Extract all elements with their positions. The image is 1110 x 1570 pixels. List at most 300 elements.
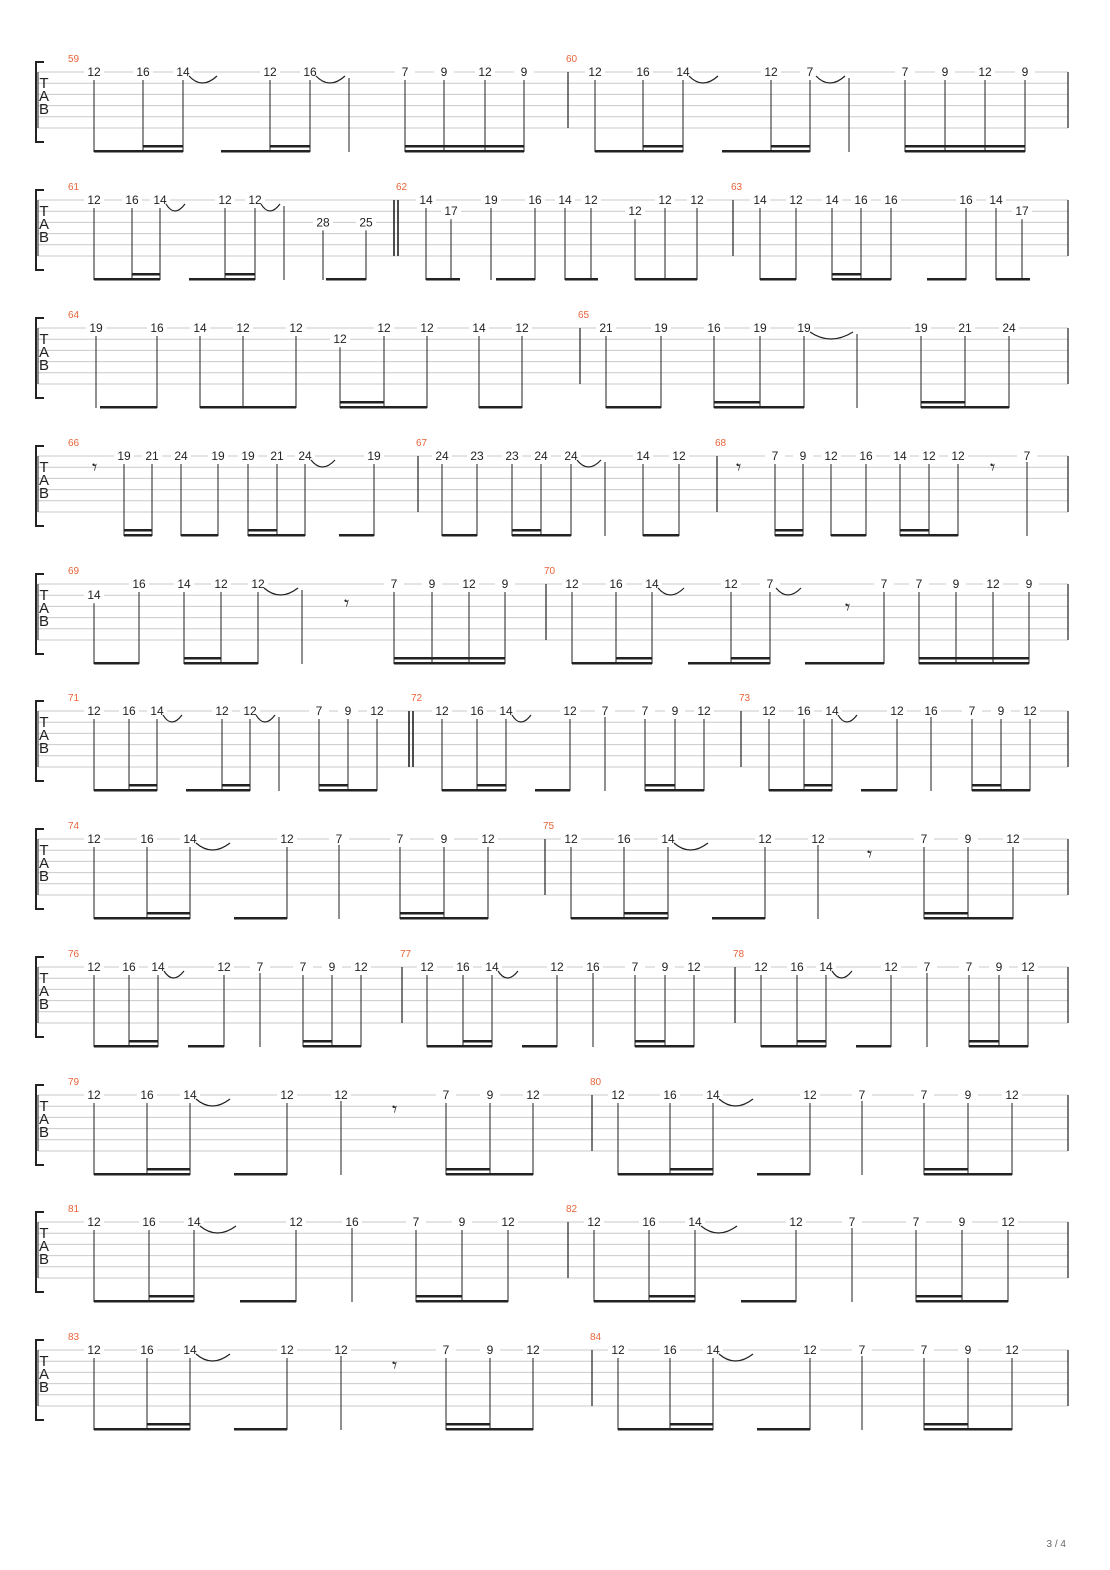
fret-number: 14 (558, 193, 572, 207)
fret-number: 7 (335, 832, 343, 846)
beam (94, 917, 190, 920)
fret-number: 21 (599, 321, 613, 335)
tab-clef-letter: B (38, 1251, 50, 1268)
fret-number: 12 (289, 1215, 303, 1229)
fret-number: 14 (825, 193, 839, 207)
beam-secondary (184, 657, 221, 660)
fret-number: 21 (270, 449, 284, 463)
beam-secondary (916, 1295, 962, 1298)
fret-number: 9 (671, 704, 679, 718)
beam-secondary (775, 529, 803, 532)
fret-number: 16 (142, 1215, 156, 1229)
tab-clef-letter: T (39, 1098, 49, 1115)
beam (427, 1045, 492, 1048)
fret-number: 24 (534, 449, 548, 463)
tab-clef-letter: B (38, 229, 50, 246)
tab-clef-letter: T (39, 203, 49, 220)
beam (761, 1045, 826, 1048)
fret-number: 12 (951, 449, 965, 463)
beam (234, 1173, 287, 1176)
beam (181, 534, 218, 537)
fret-number: 19 (241, 449, 255, 463)
fret-number: 16 (122, 704, 136, 718)
fret-number: 12 (526, 1343, 540, 1357)
beam (722, 150, 810, 153)
fret-number: 12 (687, 960, 701, 974)
fret-number: 23 (505, 449, 519, 463)
beam (234, 1428, 287, 1431)
fret-number: 16 (924, 704, 938, 718)
fret-number: 16 (140, 1088, 154, 1102)
measure-number: 66 (68, 438, 80, 449)
beam (326, 278, 366, 281)
tab-clef-letter: B (38, 1379, 50, 1396)
beam (645, 789, 704, 792)
fret-number: 12 (251, 577, 265, 591)
fret-number: 12 (672, 449, 686, 463)
beam-secondary (149, 1295, 194, 1298)
beam-secondary (132, 273, 160, 276)
measure-number: 69 (68, 566, 80, 577)
tab-clef-letter: B (38, 357, 50, 374)
tie (200, 1226, 236, 1233)
beam (339, 534, 374, 537)
beam (916, 1300, 1008, 1303)
tie (701, 1226, 737, 1233)
fret-number: 7 (1023, 449, 1031, 463)
fret-number: 14 (893, 449, 907, 463)
fret-number: 12 (515, 321, 529, 335)
tab-clef-letter: T (39, 1353, 49, 1370)
beam (927, 278, 966, 281)
beam-secondary (248, 529, 277, 532)
fret-number: 7 (901, 65, 909, 79)
eighth-rest: 𝄾 (845, 595, 851, 619)
beam (712, 917, 765, 920)
fret-number: 12 (87, 1215, 101, 1229)
fret-number: 14 (87, 588, 101, 603)
fret-number: 16 (125, 193, 139, 207)
fret-number: 16 (790, 960, 804, 974)
fret-number: 14 (472, 321, 486, 335)
fret-number: 14 (485, 960, 499, 974)
fret-number: 9 (1025, 577, 1033, 591)
fret-number: 16 (854, 193, 868, 207)
fret-number: 14 (661, 832, 675, 846)
fret-number: 19 (117, 449, 131, 463)
fret-number: 7 (880, 577, 888, 591)
beam (446, 1428, 533, 1431)
beam-secondary (731, 657, 770, 660)
fret-number: 16 (140, 1343, 154, 1357)
tie (674, 843, 708, 850)
fret-number: 9 (964, 1343, 972, 1357)
beam-secondary (147, 1423, 190, 1426)
fret-number: 12 (214, 577, 228, 591)
tab-clef-letter: T (39, 459, 49, 476)
beam (831, 534, 866, 537)
fret-number: 14 (676, 65, 690, 79)
fret-number: 12 (789, 193, 803, 207)
beam (905, 150, 1025, 153)
beam (924, 917, 1013, 920)
beam (94, 1045, 158, 1048)
measure-number: 77 (400, 949, 412, 960)
beam-secondary (124, 529, 152, 532)
measure-number: 83 (68, 1332, 80, 1343)
fret-number: 14 (819, 960, 833, 974)
fret-number: 12 (587, 1215, 601, 1229)
fret-number: 7 (315, 704, 323, 718)
fret-number: 12 (754, 960, 768, 974)
fret-number: 28 (316, 215, 330, 230)
beam (200, 406, 296, 409)
beam (426, 278, 460, 281)
fret-number: 16 (470, 704, 484, 718)
fret-number: 9 (486, 1088, 494, 1102)
beam-secondary (635, 1040, 665, 1043)
fret-number: 12 (420, 321, 434, 335)
fret-number: 19 (914, 321, 928, 335)
fret-number: 9 (995, 960, 1003, 974)
beam (94, 1173, 190, 1176)
beam (921, 406, 1009, 409)
beam (512, 534, 571, 537)
fret-number: 17 (444, 204, 458, 219)
fret-number: 12 (978, 65, 992, 79)
beam-secondary (924, 1423, 968, 1426)
beam (924, 1173, 1012, 1176)
beam (760, 278, 796, 281)
tab-clef-letter: T (39, 842, 49, 859)
tab-clef-letter: T (39, 75, 49, 92)
fret-number: 9 (520, 65, 528, 79)
fret-number: 7 (915, 577, 923, 591)
fret-number: 7 (401, 65, 409, 79)
beam (248, 534, 305, 537)
tab-clef-letter: B (38, 996, 50, 1013)
fret-number: 9 (952, 577, 960, 591)
tab-clef-letter: B (38, 485, 50, 502)
tab-clef-letter: A (38, 855, 50, 872)
fret-number: 7 (256, 960, 264, 974)
beam-secondary (670, 1423, 713, 1426)
fret-number: 12 (87, 65, 101, 79)
fret-number: 12 (501, 1215, 515, 1229)
fret-number: 16 (345, 1215, 359, 1229)
beam-secondary (512, 529, 541, 532)
measure-number: 72 (411, 693, 423, 704)
fret-number: 12 (87, 832, 101, 846)
beam-secondary (222, 784, 250, 787)
beam-secondary (147, 912, 190, 915)
fret-number: 7 (858, 1088, 866, 1102)
tie (196, 1354, 230, 1361)
beam-secondary (147, 1168, 190, 1171)
fret-number: 9 (501, 577, 509, 591)
fret-number: 16 (122, 960, 136, 974)
beam-secondary (714, 401, 760, 404)
fret-number: 12 (526, 1088, 540, 1102)
beam-secondary (303, 1040, 332, 1043)
fret-number: 12 (87, 1088, 101, 1102)
beam-secondary (921, 401, 965, 404)
fret-number: 16 (959, 193, 973, 207)
eighth-rest: 𝄾 (867, 842, 873, 866)
fret-number: 12 (588, 65, 602, 79)
beam (688, 662, 770, 665)
beam (856, 1045, 891, 1048)
beam (606, 406, 661, 409)
fret-number: 12 (478, 65, 492, 79)
fret-number: 14 (688, 1215, 702, 1229)
fret-number: 12 (611, 1343, 625, 1357)
beam (535, 789, 570, 792)
fret-number: 12 (87, 1343, 101, 1357)
fret-number: 12 (462, 577, 476, 591)
fret-number: 14 (706, 1343, 720, 1357)
beam-secondary (340, 401, 384, 404)
fret-number: 12 (811, 832, 825, 846)
eighth-rest: 𝄾 (344, 591, 350, 615)
measure-number: 59 (68, 54, 80, 65)
beam (757, 1173, 810, 1176)
fret-number: 7 (442, 1343, 450, 1357)
fret-number: 12 (248, 193, 262, 207)
fret-number: 24 (435, 449, 449, 463)
fret-number: 19 (89, 321, 103, 335)
tab-clef-letter: B (38, 1124, 50, 1141)
beam-secondary (416, 1295, 462, 1298)
fret-number: 12 (87, 704, 101, 718)
fret-number: 12 (1005, 1343, 1019, 1357)
fret-number: 12 (563, 704, 577, 718)
fret-number: 12 (334, 1088, 348, 1102)
fret-number: 9 (428, 577, 436, 591)
tab-clef-letter: A (38, 600, 50, 617)
fret-number: 7 (920, 1343, 928, 1357)
fret-number: 14 (753, 193, 767, 207)
fret-number: 14 (153, 193, 167, 207)
tab-clef-letter: A (38, 1366, 50, 1383)
fret-number: 7 (858, 1343, 866, 1357)
fret-number: 12 (803, 1088, 817, 1102)
beam-secondary (900, 529, 929, 532)
fret-number: 14 (989, 193, 1003, 207)
tie (816, 76, 845, 83)
tab-clef-letter: B (38, 868, 50, 885)
beam (94, 662, 139, 665)
fret-number: 24 (174, 449, 188, 463)
beam-secondary (645, 784, 675, 787)
beam (565, 278, 598, 281)
beam (124, 534, 152, 537)
fret-number: 9 (941, 65, 949, 79)
fret-number: 14 (150, 704, 164, 718)
fret-number: 14 (419, 193, 433, 207)
beam-secondary (804, 784, 832, 787)
tab-clef-letter: A (38, 1111, 50, 1128)
fret-number: 12 (289, 321, 303, 335)
fret-number: 16 (617, 832, 631, 846)
fret-number: 19 (654, 321, 668, 335)
beam (184, 662, 258, 665)
fret-number: 16 (609, 577, 623, 591)
fret-number: 12 (217, 960, 231, 974)
beam (635, 278, 697, 281)
beam (643, 534, 679, 537)
beam-secondary (225, 273, 255, 276)
fret-number: 16 (140, 832, 154, 846)
tab-clef-letter: A (38, 216, 50, 233)
beam (446, 1173, 533, 1176)
fret-number: 14 (183, 832, 197, 846)
beam-secondary (832, 273, 861, 276)
fret-number: 24 (1002, 321, 1016, 335)
fret-number: 14 (176, 65, 190, 79)
fret-number: 12 (724, 577, 738, 591)
fret-number: 16 (132, 577, 146, 591)
fret-number: 21 (145, 449, 159, 463)
eighth-rest: 𝄾 (990, 455, 996, 479)
fret-number: 19 (797, 321, 811, 335)
fret-number: 17 (1015, 204, 1029, 219)
beam-secondary (129, 784, 157, 787)
measure-number: 74 (68, 821, 80, 832)
fret-number: 12 (803, 1343, 817, 1357)
fret-number: 19 (753, 321, 767, 335)
fret-number: 14 (825, 704, 839, 718)
beam (94, 278, 160, 281)
measure-number: 61 (68, 182, 80, 193)
beam (757, 1428, 810, 1431)
beam-secondary (924, 1168, 968, 1171)
beam-secondary (624, 912, 668, 915)
fret-number: 12 (1021, 960, 1035, 974)
fret-number: 12 (611, 1088, 625, 1102)
fret-number: 14 (183, 1088, 197, 1102)
fret-number: 12 (824, 449, 838, 463)
beam-secondary (616, 657, 652, 660)
fret-number: 12 (1001, 1215, 1015, 1229)
beam (618, 1428, 713, 1431)
fret-number: 9 (344, 704, 352, 718)
fret-number: 12 (481, 832, 495, 846)
fret-number: 14 (187, 1215, 201, 1229)
measure-number: 65 (578, 310, 590, 321)
fret-number: 12 (354, 960, 368, 974)
beam (442, 534, 477, 537)
fret-number: 16 (528, 193, 542, 207)
fret-number: 12 (334, 1343, 348, 1357)
tab-clef-letter: A (38, 727, 50, 744)
fret-number: 16 (797, 704, 811, 718)
fret-number: 9 (440, 832, 448, 846)
beam (479, 406, 522, 409)
measure-number: 79 (68, 1077, 80, 1088)
fret-number: 12 (280, 1088, 294, 1102)
fret-number: 7 (601, 704, 609, 718)
fret-number: 12 (280, 832, 294, 846)
eighth-rest: 𝄾 (736, 455, 742, 479)
beam-secondary (924, 912, 968, 915)
fret-number: 16 (707, 321, 721, 335)
fret-number: 12 (1023, 704, 1037, 718)
fret-number: 7 (412, 1215, 420, 1229)
beam-secondary (919, 657, 1029, 660)
beam-secondary (400, 912, 444, 915)
fret-number: 12 (215, 704, 229, 718)
fret-number: 12 (550, 960, 564, 974)
fret-number: 12 (435, 704, 449, 718)
fret-number: 7 (396, 832, 404, 846)
tab-clef-letter: B (38, 740, 50, 757)
beam-secondary (405, 145, 524, 148)
fret-number: 7 (631, 960, 639, 974)
fret-number: 14 (499, 704, 513, 718)
tab-clef-letter: B (38, 613, 50, 630)
fret-number: 9 (1021, 65, 1029, 79)
measure-number: 64 (68, 310, 80, 321)
measure-number: 63 (731, 182, 743, 193)
fret-number: 14 (193, 321, 207, 335)
fret-number: 19 (484, 193, 498, 207)
fret-number: 24 (564, 449, 578, 463)
beam-secondary (649, 1295, 695, 1298)
fret-number: 12 (658, 193, 672, 207)
fret-number: 12 (758, 832, 772, 846)
beam-secondary (477, 784, 506, 787)
fret-number: 9 (964, 1088, 972, 1102)
fret-number: 9 (958, 1215, 966, 1229)
fret-number: 12 (762, 704, 776, 718)
measure-number: 78 (733, 949, 745, 960)
fret-number: 12 (1005, 1088, 1019, 1102)
beam (522, 1045, 557, 1048)
beam (635, 1045, 694, 1048)
fret-number: 23 (470, 449, 484, 463)
measure-number: 68 (715, 438, 727, 449)
beam (94, 1300, 194, 1303)
tab-clef-letter: A (38, 88, 50, 105)
fret-number: 14 (151, 960, 165, 974)
fret-number: 16 (303, 65, 317, 79)
measure-number: 73 (739, 693, 751, 704)
fret-number: 7 (299, 960, 307, 974)
beam-secondary (129, 1040, 158, 1043)
fret-number: 19 (367, 449, 381, 463)
beam (405, 150, 524, 153)
beam (769, 789, 832, 792)
measure-number: 67 (416, 438, 428, 449)
tie (689, 76, 718, 83)
fret-number: 9 (997, 704, 1005, 718)
measure-number: 62 (396, 182, 408, 193)
measure-number: 80 (590, 1077, 602, 1088)
tab-clef-letter: T (39, 970, 49, 987)
beam (496, 278, 535, 281)
beam-secondary (972, 784, 1001, 787)
beam-secondary (270, 145, 310, 148)
page-indicator: 3 / 4 (1046, 1539, 1066, 1550)
beam-secondary (319, 784, 348, 787)
beam (94, 150, 183, 153)
fret-number: 7 (771, 449, 779, 463)
fret-number: 9 (458, 1215, 466, 1229)
fret-number: 12 (690, 193, 704, 207)
fret-number: 12 (236, 321, 250, 335)
beam-secondary (969, 1040, 999, 1043)
